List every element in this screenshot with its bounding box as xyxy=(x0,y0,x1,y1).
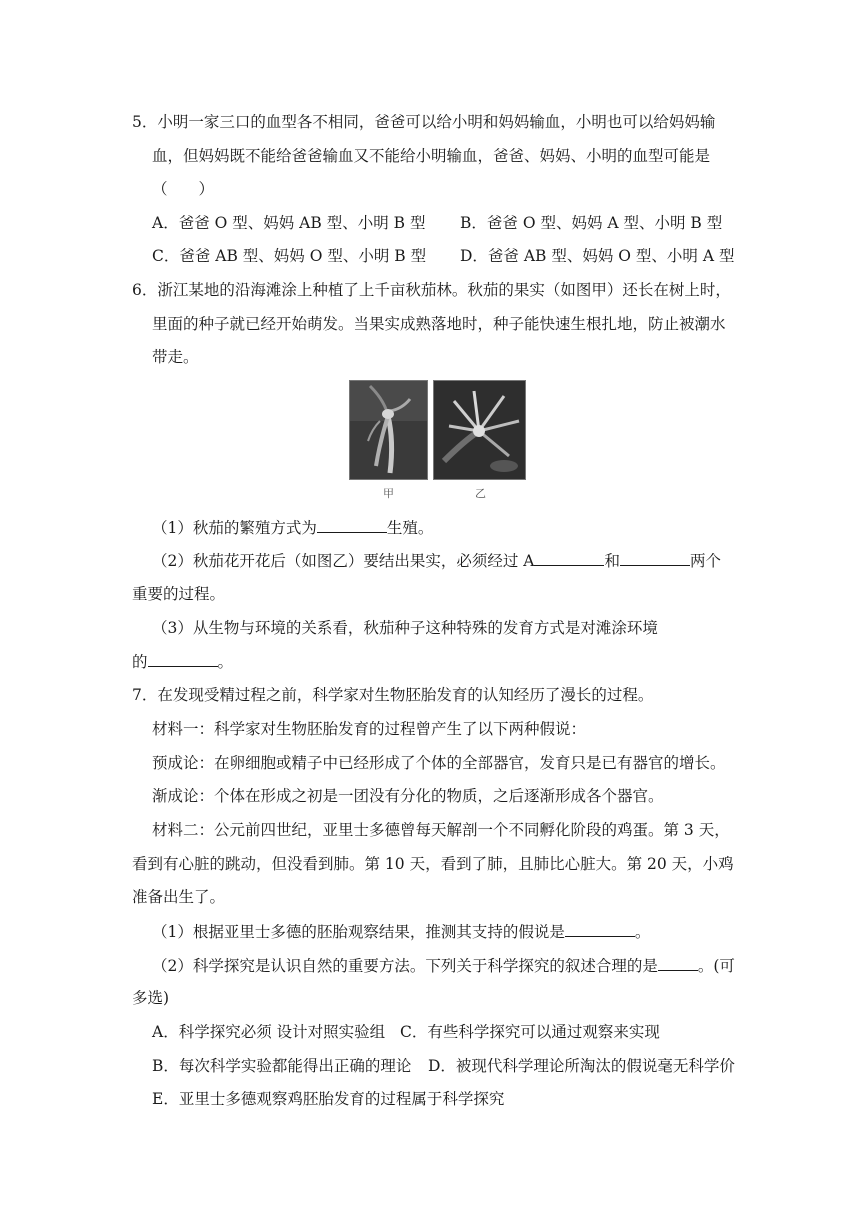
q7-sub2: （2）科学探究是认识自然的重要方法。下列关于科学探究的叙述合理的是 。(可 xyxy=(152,954,735,977)
q7-option-a: A．科学探究必须 设计对照实验组 xyxy=(152,1023,386,1041)
answer-blank[interactable] xyxy=(658,954,698,971)
q5-line2: 血，但妈妈既不能给爸爸输血又不能给小明输血，爸爸、妈妈、小明的血型可能是 xyxy=(152,147,711,165)
q7-sub2-line2: 多选) xyxy=(132,989,170,1007)
q6-line1: 6．浙江某地的沿海滩涂上种植了上千亩秋茄林。秋茄的果实（如图甲）还长在树上时， xyxy=(132,281,731,299)
q5-paren: （ ） xyxy=(152,180,215,198)
q6-line3: 带走。 xyxy=(152,348,199,366)
q7-option-e: E．亚里士多德观察鸡胚胎发育的过程属于科学探究 xyxy=(152,1090,505,1108)
figure-jia-photo xyxy=(349,380,428,480)
q5-line1: 5．小明一家三口的血型各不相同，爸爸可以给小明和妈妈输血，小明也可以给妈妈输 xyxy=(132,113,716,131)
q6-sub3-line2: 的 。 xyxy=(132,650,233,673)
q7-material1: 材料一：科学家对生物胚胎发育的过程曾产生了以下两种假说： xyxy=(152,720,587,738)
q5-option-a: A．爸爸 O 型、妈妈 AB 型、小明 B 型 xyxy=(152,214,426,232)
q7-material2-line1: 材料二：公元前四世纪，亚里士多德曾每天解剖一个不同孵化阶段的鸡蛋。第 3 天， xyxy=(152,821,730,839)
figure-jia-caption: 甲 xyxy=(383,487,394,500)
q7-material2-line2: 看到有心脏的跳动，但没看到肺。第 10 天，看到了肺，且肺比心脏大。第 20 天，小鸡 xyxy=(132,855,734,873)
q5-option-d: D．爸爸 AB 型、妈妈 O 型、小明 A 型 xyxy=(460,247,735,265)
q7-line1: 7．在发现受精过程之前，科学家对生物胚胎发育的认知经历了漫长的过程。 xyxy=(132,686,654,704)
q6-sub2: （2）秋茄花开花后（如图乙）要结出果实，必须经过 A 和 两个 xyxy=(152,549,721,572)
q7-material2-line3: 准备出生了。 xyxy=(132,888,226,906)
q7-option-c: C．有些科学探究可以通过观察来实现 xyxy=(400,1023,660,1041)
q6-sub1: （1）秋茄的繁殖方式为 生殖。 xyxy=(152,516,433,539)
answer-blank[interactable] xyxy=(565,920,635,937)
figure-yi-photo xyxy=(433,380,526,480)
q6-sub3-line1: （3）从生物与环境的关系看，秋茄种子这种特殊的发育方式是对滩涂环境 xyxy=(152,619,658,637)
q6-line2: 里面的种子就已经开始萌发。当果实成熟落地时，种子能快速生根扎地，防止被潮水 xyxy=(152,315,726,333)
answer-blank[interactable] xyxy=(534,549,604,566)
q7-option-d: D．被现代科学理论所淘汰的假说毫无科学价 xyxy=(428,1057,735,1075)
q6-sub2-line2: 重要的过程。 xyxy=(132,585,226,603)
figure-yi-caption: 乙 xyxy=(475,487,486,500)
answer-blank[interactable] xyxy=(317,516,387,533)
q7-epigenesis: 渐成论：个体在形成之初是一团没有分化的物质，之后逐渐形成各个器官。 xyxy=(152,787,664,805)
answer-blank[interactable] xyxy=(148,650,218,667)
q7-option-b: B．每次科学实验都能得出正确的理论 xyxy=(152,1057,412,1075)
q5-option-b: B．爸爸 O 型、妈妈 A 型、小明 B 型 xyxy=(460,214,723,232)
answer-blank[interactable] xyxy=(620,549,690,566)
q7-sub1: （1）根据亚里士多德的胚胎观察结果，推测其支持的假说是 。 xyxy=(152,920,650,943)
q5-option-c: C．爸爸 AB 型、妈妈 O 型、小明 B 型 xyxy=(152,247,427,265)
q7-preformation: 预成论：在卵细胞或精子中已经形成了个体的全部器官，发育只是已有器官的增长。 xyxy=(152,754,726,772)
